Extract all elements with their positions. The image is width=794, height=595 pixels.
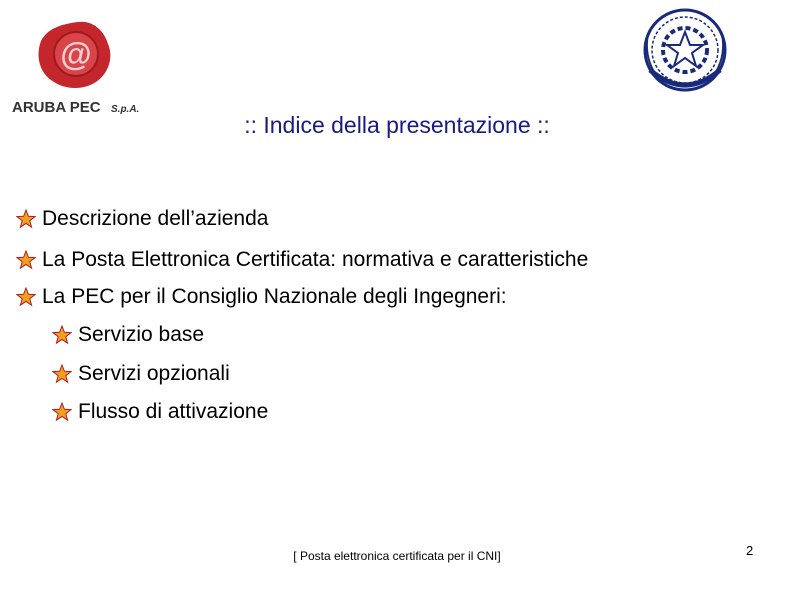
bullet-text: La Posta Elettronica Certificata: normativa e caratteristiche <box>42 248 589 271</box>
star-icon <box>52 364 72 384</box>
logo-suffix-text: S.p.A. <box>111 104 140 115</box>
at-sign-glyph: @ <box>60 36 92 72</box>
star-icon <box>16 209 36 229</box>
footer-text: [ Posta elettronica certificata per il CNI] <box>293 549 501 563</box>
star-icon <box>16 287 36 307</box>
bullet-text: Servizi opzionali <box>78 362 230 385</box>
bullet-item <box>16 207 268 231</box>
bullet-text: Descrizione dell’azienda <box>42 207 269 230</box>
bullet-item <box>52 362 230 386</box>
bullet-text: Servizio base <box>78 323 205 346</box>
logo-company-text: ARUBA PEC <box>12 99 101 116</box>
bullet-item <box>52 400 268 424</box>
bullet-item <box>52 323 204 347</box>
bullet-text: La PEC per il Consiglio Nazionale degli Ingegneri: <box>42 285 507 308</box>
bullet-text: Flusso di attivazione <box>78 400 269 423</box>
slide-title: :: Indice della presentazione :: <box>244 112 550 138</box>
star-icon <box>16 250 36 270</box>
bullet-item <box>16 285 507 309</box>
star-icon <box>52 325 72 345</box>
page-number: 2 <box>746 543 754 558</box>
bullet-item <box>16 248 588 272</box>
star-icon <box>52 402 72 422</box>
